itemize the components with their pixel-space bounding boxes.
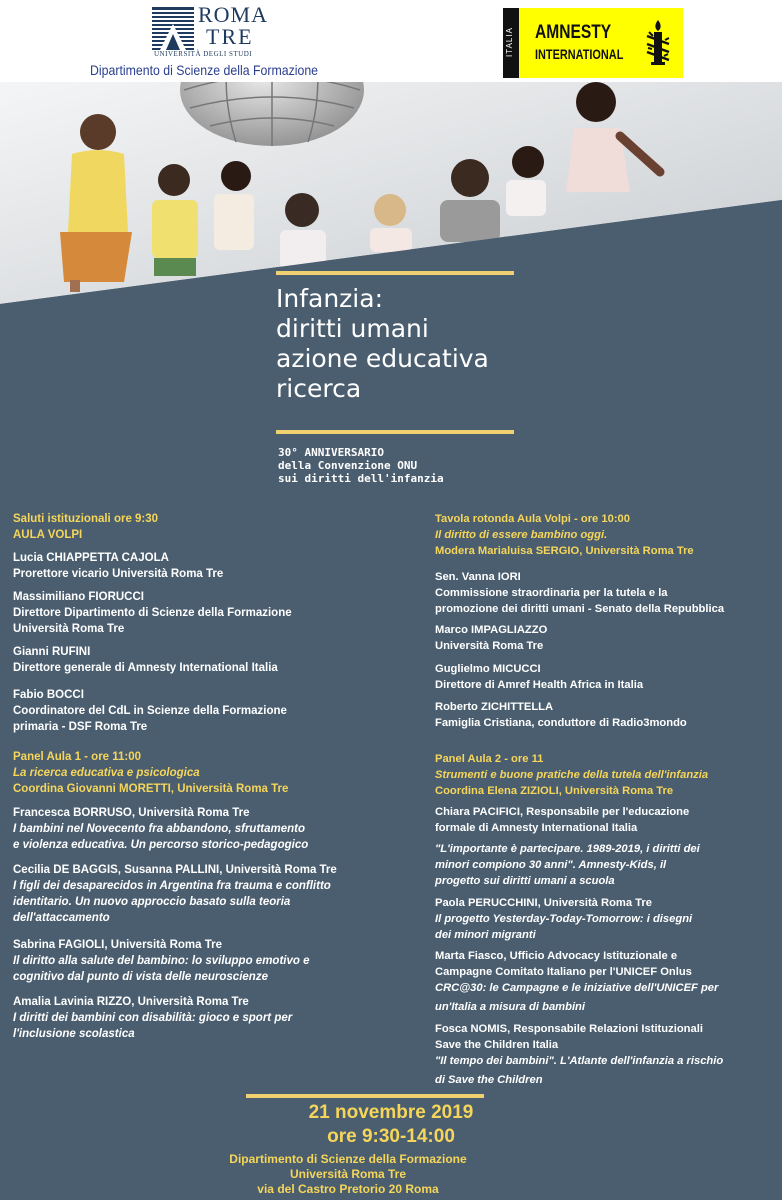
speaker-role: Direttore di Amref Health Africa in Italia	[435, 679, 644, 691]
talk-title: I figli dei desaparecidos in Argentina fra trauma e conflitto	[13, 880, 331, 892]
speaker-block	[13, 687, 287, 735]
speaker-block	[435, 661, 643, 693]
title-line: ricerca	[276, 374, 362, 403]
saluti-room: AULA VOLPI	[13, 529, 83, 541]
speaker-role: Università Roma Tre	[435, 640, 544, 652]
talk-block	[13, 862, 337, 926]
department-name: Dipartimento di Scienze della Formazione	[90, 62, 319, 78]
amnesty-country: ITALIA	[505, 27, 514, 57]
talk-speaker: Sabrina FAGIOLI, Università Roma Tre	[13, 939, 222, 951]
talk-speaker: Marta Fiasco, Ufficio Advocacy Istituzionale e	[435, 950, 678, 962]
talk-title: identitario. Un nuovo approccio basato sulla teoria	[13, 896, 291, 908]
title-line: Infanzia:	[276, 284, 383, 313]
talk-title: un'Italia a misura di bambini	[435, 1001, 585, 1013]
amnesty-name-line1: AMNESTY	[535, 22, 612, 43]
amnesty-name-line2: INTERNATIONAL	[535, 46, 624, 62]
talk-speaker: formale di Amnesty International Italia	[435, 822, 638, 834]
talk-block	[435, 895, 692, 943]
talk-speaker: Chiara PACIFICI, Responsabile per l'educazione	[435, 806, 690, 818]
speaker-name: Massimiliano FIORUCCI	[13, 591, 144, 603]
talk-title: "L'importante è partecipare. 1989-2019, i diritti dei	[435, 843, 700, 855]
tavola-moderator: Modera Marialuisa SERGIO, Università Roma Tre	[435, 545, 694, 557]
event-date: 21 novembre 2019	[308, 1102, 474, 1123]
talk-title: I diritti dei bambini con disabilità: gioco e sport per	[13, 1012, 293, 1024]
talk-title: I bambini nel Novecento fra abbandono, sfruttamento	[13, 823, 305, 835]
tavola-heading: Tavola rotonda Aula Volpi - ore 10:00	[435, 513, 630, 525]
talk-block	[435, 1021, 723, 1088]
amnesty-logo	[503, 8, 683, 78]
talk-title: progetto sui diritti umani a scuola	[435, 875, 615, 887]
talk-block	[13, 805, 308, 853]
speaker-block	[435, 622, 547, 654]
footer-rule	[246, 1094, 484, 1098]
speaker-block	[13, 550, 223, 582]
children-photo-illustration	[0, 82, 782, 312]
speaker-role: Università Roma Tre	[13, 623, 125, 635]
talk-title: e violenza educativa. Un percorso storico-pedagogico	[13, 839, 309, 851]
talk-speaker: Cecilia DE BAGGIS, Susanna PALLINI, Università Roma Tre	[13, 864, 337, 876]
anniversary-line: della Convenzione ONU	[278, 459, 418, 472]
speaker-block	[13, 644, 278, 676]
speaker-block	[435, 699, 687, 731]
talk-speaker: Amalia Lavinia RIZZO, Università Roma Tre	[13, 996, 249, 1008]
panel2-header	[435, 751, 708, 799]
panel1-subtitle: La ricerca educativa e psicologica	[13, 767, 200, 779]
university-name-line3: UNIVERSITÀ DEGLI STUDI	[154, 50, 253, 58]
speaker-name: Marco IMPAGLIAZZO	[435, 624, 548, 636]
talk-title: cognitivo dal punto di vista delle neuroscienze	[13, 971, 268, 983]
speaker-role: Commissione straordinaria per la tutela e la	[435, 587, 668, 599]
panel2-heading: Panel Aula 2 - ore 11	[435, 753, 544, 765]
talk-block	[435, 948, 718, 1015]
title-line: diritti umani	[276, 314, 429, 343]
speaker-role: Direttore generale di Amnesty International Italia	[13, 662, 278, 674]
tavola-header	[435, 511, 694, 559]
title-rule-top	[276, 271, 514, 275]
speaker-role: Prorettore vicario Università Roma Tre	[13, 568, 224, 580]
speaker-role: Famiglia Cristiana, conduttore di Radio3mondo	[435, 717, 687, 729]
event-date-time	[0, 1101, 782, 1149]
talk-title: "Il tempo dei bambini". L'Atlante dell'infanzia a rischio	[435, 1055, 724, 1067]
panel1-heading: Panel Aula 1 - ore 11:00	[13, 751, 142, 763]
talk-speaker: Francesca BORRUSO, Università Roma Tre	[13, 807, 250, 819]
right-column	[435, 511, 780, 1089]
panel2-coordinator: Coordina Elena ZIZIOLI, Università Roma Tre	[435, 785, 674, 797]
saluti-heading: Saluti istituzionali ore 9:30	[13, 513, 159, 525]
left-column	[13, 511, 383, 1051]
talk-title: Il diritto alla salute del bambino: lo sviluppo emotivo e	[13, 955, 310, 967]
speaker-role: promozione dei diritti umani - Senato della Repubblica	[435, 603, 725, 615]
speaker-role: Direttore Dipartimento di Scienze della Formazione	[13, 607, 292, 619]
talk-speaker: Save the Children Italia	[435, 1039, 559, 1051]
university-name-line2: TRE	[206, 24, 254, 49]
event-time: ore 9:30-14:00	[327, 1126, 455, 1147]
tavola-subtitle: Il diritto di essere bambino oggi.	[435, 529, 608, 541]
talk-title: dei minori migranti	[435, 929, 536, 941]
anniversary-line: 30° ANNIVERSARIO	[278, 446, 384, 459]
panel1-header	[13, 749, 288, 797]
location-line: Università Roma Tre	[289, 1167, 407, 1181]
talk-block	[13, 994, 292, 1042]
amnesty-side-band	[503, 8, 519, 78]
event-location	[0, 1152, 696, 1197]
speaker-name: Gianni RUFINI	[13, 646, 91, 658]
talk-title: Il progetto Yesterday-Today-Tomorrow: i disegni	[435, 913, 693, 925]
talk-speaker: Paola PERUCCHINI, Università Roma Tre	[435, 897, 652, 909]
panel1-coordinator: Coordina Giovanni MORETTI, Università Roma Tre	[13, 783, 289, 795]
speaker-role: primaria - DSF Roma Tre	[13, 721, 148, 733]
title-line: azione educativa	[276, 344, 489, 373]
talk-title: dell'attaccamento	[13, 912, 110, 924]
talk-block	[13, 937, 309, 985]
candle-barbed-wire-icon	[643, 18, 673, 70]
talk-title: l'inclusione scolastica	[13, 1028, 135, 1040]
anniversary-line: sui diritti dell'infanzia	[278, 472, 444, 485]
location-line: Dipartimento di Scienze della Formazione	[229, 1152, 467, 1166]
speaker-name: Sen. Vanna IORI	[435, 571, 521, 583]
speaker-name: Fabio BOCCI	[13, 689, 84, 701]
talk-speaker: Campagne Comitato Italiano per l'UNICEF Onlus	[435, 966, 692, 978]
talk-block	[435, 804, 700, 889]
talk-speaker: Fosca NOMIS, Responsabile Relazioni Istituzionali	[435, 1023, 703, 1035]
panel2-subtitle: Strumenti e buone pratiche della tutela dell'infanzia	[435, 769, 709, 781]
talk-title: di Save the Children	[435, 1074, 543, 1086]
title-rule-bottom	[276, 430, 514, 434]
talk-title: minori compiono 30 anni". Amnesty-Kids, il	[435, 859, 667, 871]
speaker-name: Roberto ZICHITTELLA	[435, 701, 554, 713]
logo-header	[0, 0, 782, 82]
event-title	[276, 284, 489, 404]
speaker-block	[13, 589, 292, 637]
speaker-name: Guglielmo MICUCCI	[435, 663, 541, 675]
saluti-section	[13, 511, 158, 543]
location-line: via del Castro Pretorio 20 Roma	[257, 1182, 439, 1196]
anniversary-subtitle	[278, 446, 444, 485]
speaker-block	[435, 569, 724, 617]
speaker-name: Lucia CHIAPPETTA CAJOLA	[13, 552, 169, 564]
speaker-role: Coordinatore del CdL in Scienze della Formazione	[13, 705, 287, 717]
university-name-line1: ROMA	[198, 2, 269, 27]
talk-title: CRC@30: le Campagne e le iniziative dell'UNICEF per	[435, 982, 719, 994]
